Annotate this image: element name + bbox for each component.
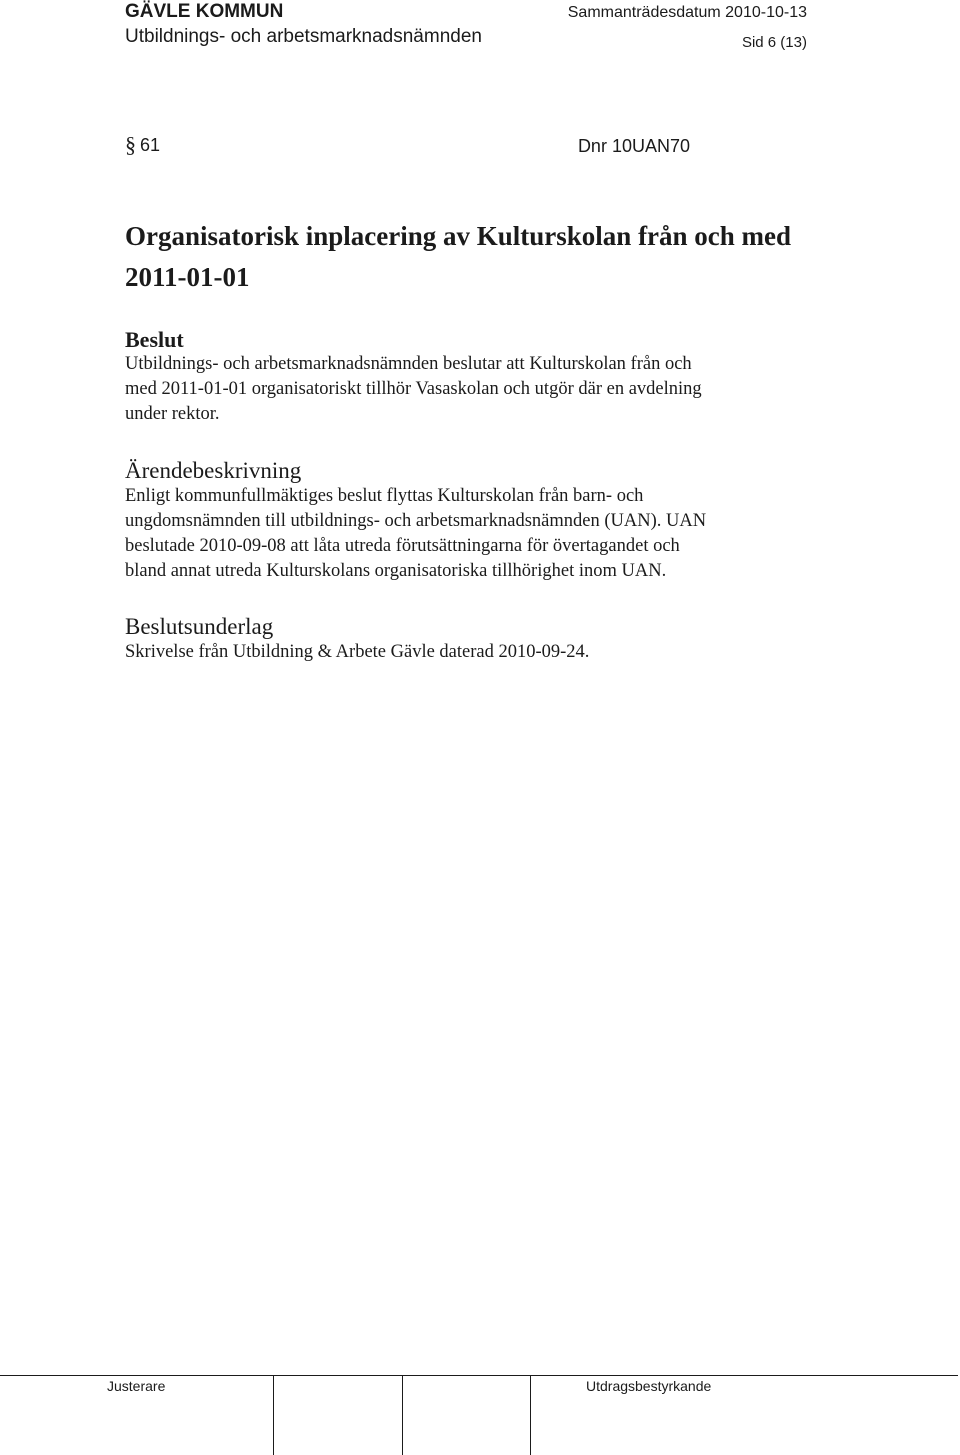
text-line: beslutade 2010-09-08 att låta utreda förutsättningarna för övertagandet och (125, 536, 680, 556)
footer-column-divider (402, 1376, 403, 1455)
beslutsunderlag-text (125, 640, 825, 665)
paragraph-line (125, 132, 695, 160)
beslutsunderlag-heading: Beslutsunderlag (125, 614, 274, 639)
footer-divider (0, 1375, 958, 1376)
document-title: Organisatorisk inplacering av Kulturskolan från och med 2011-01-01 (125, 221, 792, 292)
page-number: Sid 6 (13) (741, 34, 807, 51)
footer-column-divider (273, 1376, 274, 1455)
arendebeskrivning-text (125, 484, 825, 584)
beslut-text (125, 352, 815, 427)
text-line: med 2011-01-01 organisatoriskt tillhör Vasaskolan och utgör där en avdelning (125, 379, 702, 399)
section-sign: § (125, 132, 136, 157)
beslut-heading: Beslut (125, 327, 184, 352)
justerare-label: Justerare (107, 1378, 166, 1394)
text-line: Skrivelse från Utbildning & Arbete Gävle daterad 2010-09-24. (125, 642, 590, 662)
meeting-date: Sammanträdesdatum 2010-10-13 (567, 4, 807, 21)
arendebeskrivning-heading: Ärendebeskrivning (125, 458, 302, 483)
diary-number: Dnr 10UAN70 (577, 136, 690, 156)
organization-name: GÄVLE KOMMUN (125, 1, 284, 22)
footer-column-divider (530, 1376, 531, 1455)
committee-name: Utbildnings- och arbetsmarknadsnämnden (125, 26, 482, 47)
text-line: Utbildnings- och arbetsmarknadsnämnden beslutar att Kulturskolan från och (125, 354, 692, 374)
text-line: ungdomsnämnden till utbildnings- och arbetsmarknadsnämnden (UAN). UAN (125, 511, 707, 531)
text-line: Enligt kommunfullmäktiges beslut flyttas Kulturskolan från barn- och (125, 486, 644, 506)
text-line: under rektor. (125, 404, 220, 424)
paragraph-number: 61 (140, 135, 161, 155)
text-line: bland annat utreda Kulturskolans organisatoriska tillhörighet inom UAN. (125, 561, 667, 581)
utdragsbestyrkande-label: Utdragsbestyrkande (586, 1378, 712, 1394)
